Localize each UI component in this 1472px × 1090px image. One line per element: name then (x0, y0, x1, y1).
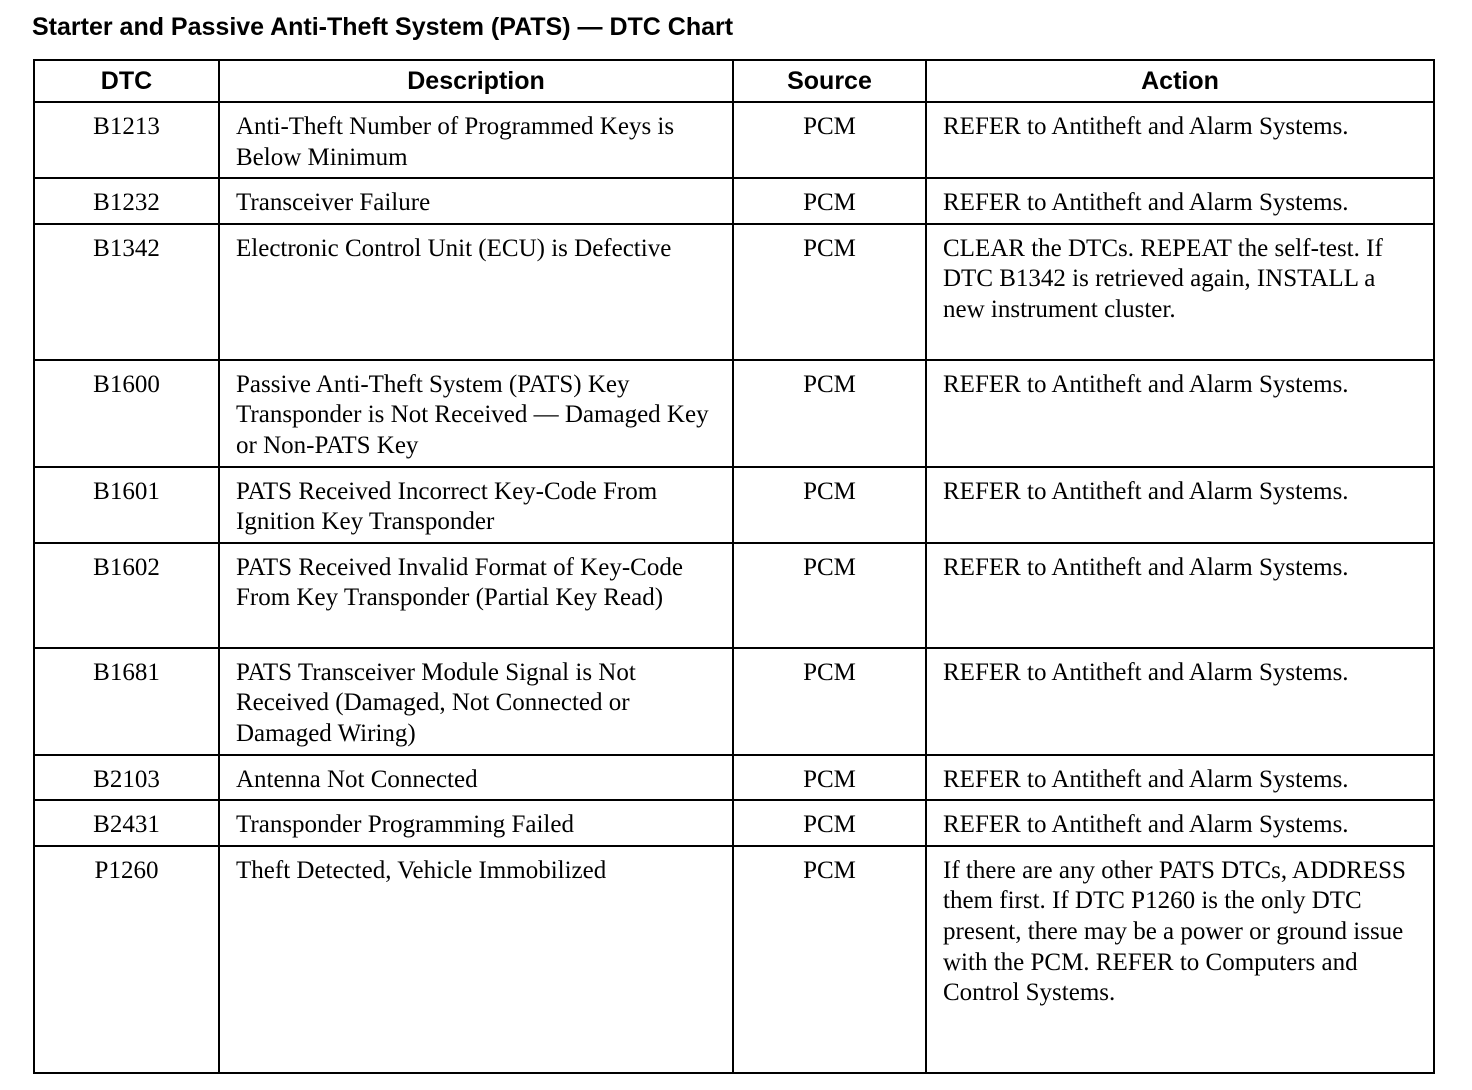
dtc-action: REFER to Antitheft and Alarm Systems. (926, 800, 1434, 846)
dtc-description: Electronic Control Unit (ECU) is Defective (219, 224, 733, 360)
dtc-action: REFER to Antitheft and Alarm Systems. (926, 648, 1434, 755)
dtc-source: PCM (733, 846, 926, 1073)
dtc-source: PCM (733, 224, 926, 360)
table-row (34, 648, 1434, 755)
dtc-code: B1342 (34, 224, 219, 360)
header-description: Description (219, 60, 733, 102)
dtc-description: Transceiver Failure (219, 178, 733, 224)
table-row (34, 800, 1434, 846)
header-action: Action (926, 60, 1434, 102)
dtc-description: Passive Anti-Theft System (PATS) Key Transponder is Not Received — Damaged Key or Non-PATS Key (219, 360, 733, 467)
dtc-action: REFER to Antitheft and Alarm Systems. (926, 178, 1434, 224)
dtc-source: PCM (733, 800, 926, 846)
dtc-source: PCM (733, 102, 926, 178)
dtc-description: PATS Received Invalid Format of Key-Code From Key Transponder (Partial Key Read) (219, 543, 733, 648)
dtc-code: B1213 (34, 102, 219, 178)
dtc-description: Antenna Not Connected (219, 755, 733, 801)
table-row (34, 846, 1434, 1073)
header-source: Source (733, 60, 926, 102)
dtc-action: REFER to Antitheft and Alarm Systems. (926, 755, 1434, 801)
dtc-source: PCM (733, 755, 926, 801)
dtc-action: If there are any other PATS DTCs, ADDRESS them first. If DTC P1260 is the only DTC present, there may be a power or ground issue with the PCM. REFER to Computers and Control Systems. (926, 846, 1434, 1073)
dtc-table (33, 59, 1435, 1074)
dtc-code: B1602 (34, 543, 219, 648)
dtc-source: PCM (733, 178, 926, 224)
dtc-action: REFER to Antitheft and Alarm Systems. (926, 360, 1434, 467)
dtc-description: Theft Detected, Vehicle Immobilized (219, 846, 733, 1073)
dtc-action: REFER to Antitheft and Alarm Systems. (926, 467, 1434, 543)
dtc-action: REFER to Antitheft and Alarm Systems. (926, 102, 1434, 178)
page-title: Starter and Passive Anti-Theft System (PATS) — DTC Chart (32, 13, 734, 41)
table-row (34, 467, 1434, 543)
table-row (34, 755, 1434, 801)
dtc-source: PCM (733, 648, 926, 755)
dtc-action: REFER to Antitheft and Alarm Systems. (926, 543, 1434, 648)
dtc-source: PCM (733, 360, 926, 467)
table-row (34, 102, 1434, 178)
dtc-code: B1600 (34, 360, 219, 467)
dtc-description: Anti-Theft Number of Programmed Keys is Below Minimum (219, 102, 733, 178)
dtc-code: B1232 (34, 178, 219, 224)
dtc-code: B2431 (34, 800, 219, 846)
dtc-source: PCM (733, 543, 926, 648)
header-dtc: DTC (34, 60, 219, 102)
dtc-description: PATS Received Incorrect Key-Code From Ignition Key Transponder (219, 467, 733, 543)
dtc-code: P1260 (34, 846, 219, 1073)
dtc-code: B1601 (34, 467, 219, 543)
table-row (34, 543, 1434, 648)
table-header-row (34, 60, 1434, 102)
table-row (34, 360, 1434, 467)
dtc-description: Transponder Programming Failed (219, 800, 733, 846)
dtc-description: PATS Transceiver Module Signal is Not Received (Damaged, Not Connected or Damaged Wiring) (219, 648, 733, 755)
dtc-code: B1681 (34, 648, 219, 755)
dtc-action: CLEAR the DTCs. REPEAT the self-test. If DTC B1342 is retrieved again, INSTALL a new instrument cluster. (926, 224, 1434, 360)
table-row (34, 224, 1434, 360)
dtc-source: PCM (733, 467, 926, 543)
table-row (34, 178, 1434, 224)
dtc-code: B2103 (34, 755, 219, 801)
